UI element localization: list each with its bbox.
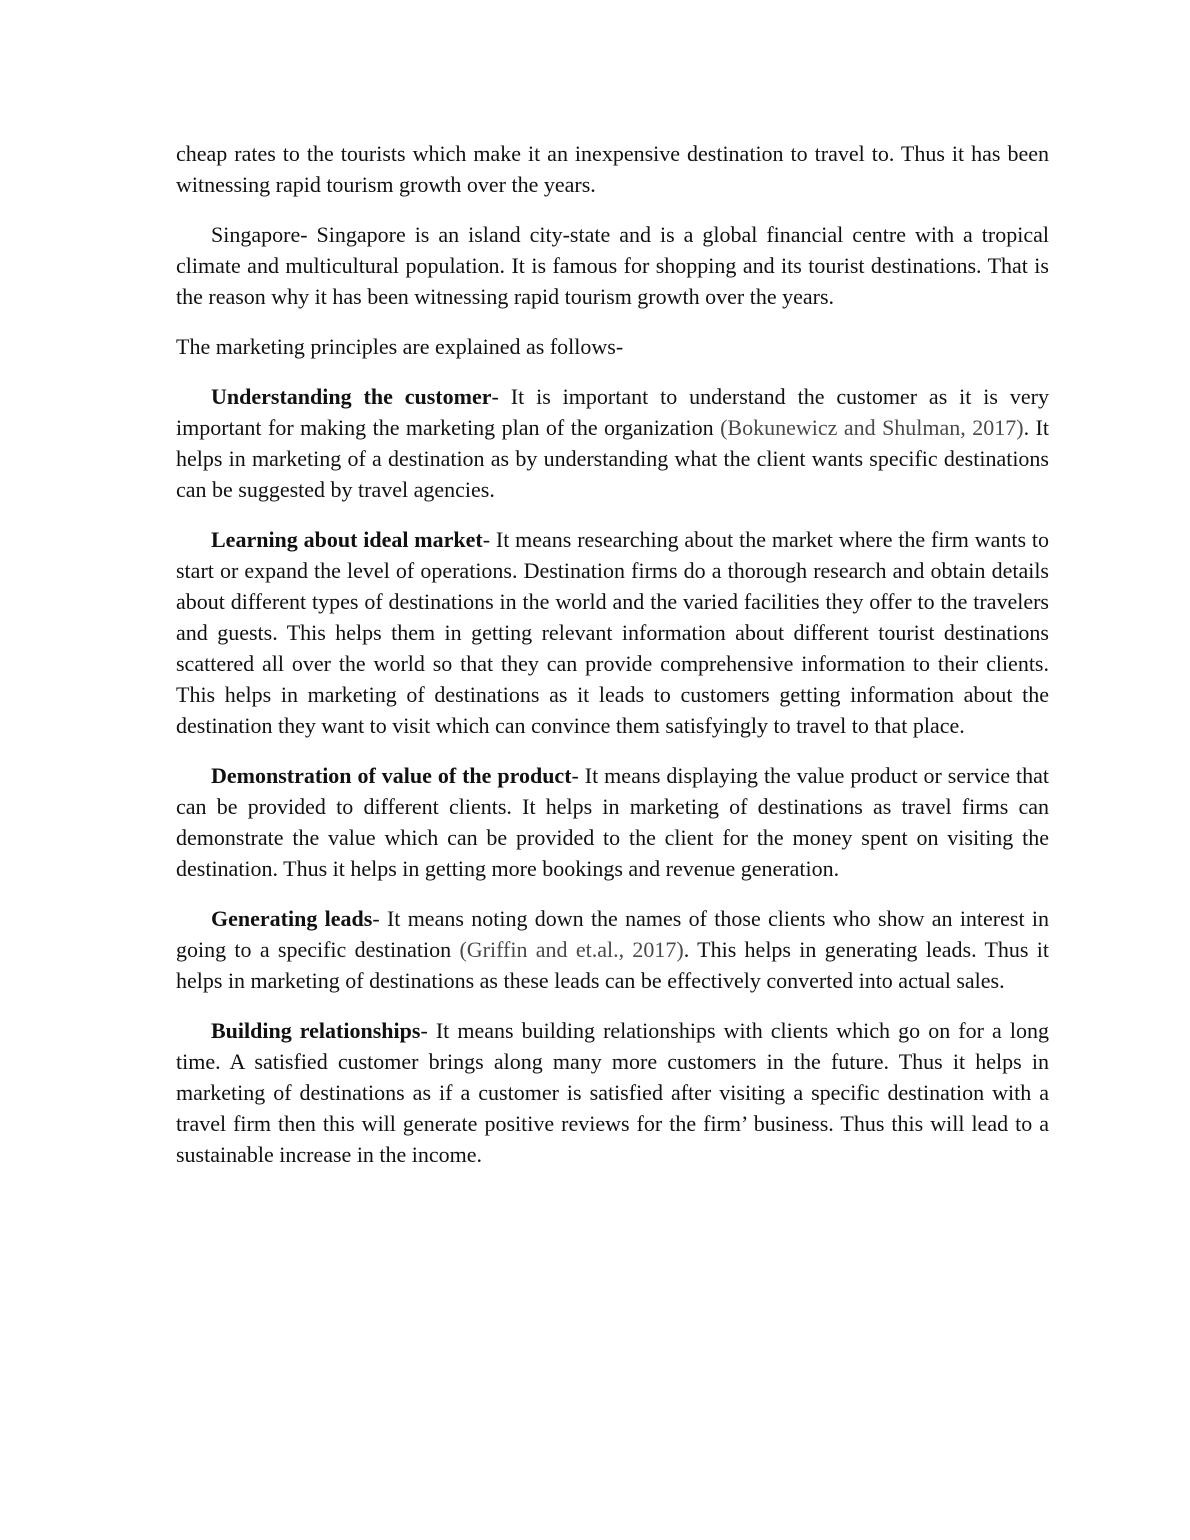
principle-heading: Understanding the customer — [211, 384, 492, 409]
principle-text: - It means building relationships with clients which go on for a long time. A satisfied customer brings along many more customers in the future. Thus it helps in marketing of destinations as if a customer is satisfied after visiting a specific destination with a travel firm then this will generate positive reviews for the firm’ business. Thus this will lead to a sustainable increase in the income. — [176, 1018, 1049, 1167]
principle-text: - It is important to understand the customer as it is very important for making the marketing plan of the organization — [176, 384, 1049, 440]
principle-paragraph-building-relationships — [176, 1015, 1049, 1170]
principle-paragraph-demonstration-value — [176, 760, 1049, 884]
principle-paragraph-understanding-customer — [176, 381, 1049, 505]
principle-heading: Building relationships — [211, 1018, 421, 1043]
principle-text: - It means researching about the market where the firm wants to start or expand the level of operations. Destination firms do a thorough research and obtain details about different types of destinations in the world and the varied facilities they offer to the travelers and guests. This helps them in getting relevant information about different tourist destinations scattered all over the world so that they can provide comprehensive information to their clients. This helps in marketing of destinations as it leads to customers getting information about the destination they want to visit which can convince them satisfyingly to travel to that place. — [176, 527, 1050, 738]
principle-paragraph-generating-leads — [176, 903, 1049, 996]
singapore-paragraph: Singapore- Singapore is an island city-state and is a global financial centre with a tropical climate and multicultural population. It is famous for shopping and its tourist destinations. That is the reason why it has been witnessing rapid tourism growth over the years. — [176, 222, 1049, 309]
principle-text: - It means displaying the value product or service that can be provided to different clients. It helps in marketing of destinations as travel firms can demonstrate the value which can be provided to the client for the money spent on visiting the destination. Thus it helps in getting more bookings and revenue generation. — [176, 763, 1050, 881]
principle-text: - It means noting down the names of those clients who show an interest in going to a specific destination — [176, 906, 1049, 962]
principle-heading: Demonstration of value of the product — [211, 763, 572, 788]
principles-intro-paragraph: The marketing principles are explained as follows- — [176, 334, 624, 359]
principle-heading: Generating leads — [211, 906, 373, 931]
principle-text-continued: . This helps in generating leads. Thus it helps in marketing of destinations as these leads can be effectively converted into actual sales. — [176, 937, 1049, 993]
document-body — [176, 138, 1049, 1189]
principle-heading: Learning about ideal market — [211, 527, 483, 552]
principle-text-continued: . It helps in marketing of a destination as by understanding what the client wants specific destinations can be suggested by travel agencies. — [176, 415, 1049, 502]
intro-continuation-paragraph: cheap rates to the tourists which make it an inexpensive destination to travel to. Thus it has been witnessing rapid tourism growth over the years. — [176, 141, 1049, 197]
citation: (Griffin and et.al., 2017) — [459, 937, 684, 962]
principle-paragraph-ideal-market — [176, 524, 1049, 741]
citation: (Bokunewicz and Shulman, 2017) — [720, 415, 1024, 440]
